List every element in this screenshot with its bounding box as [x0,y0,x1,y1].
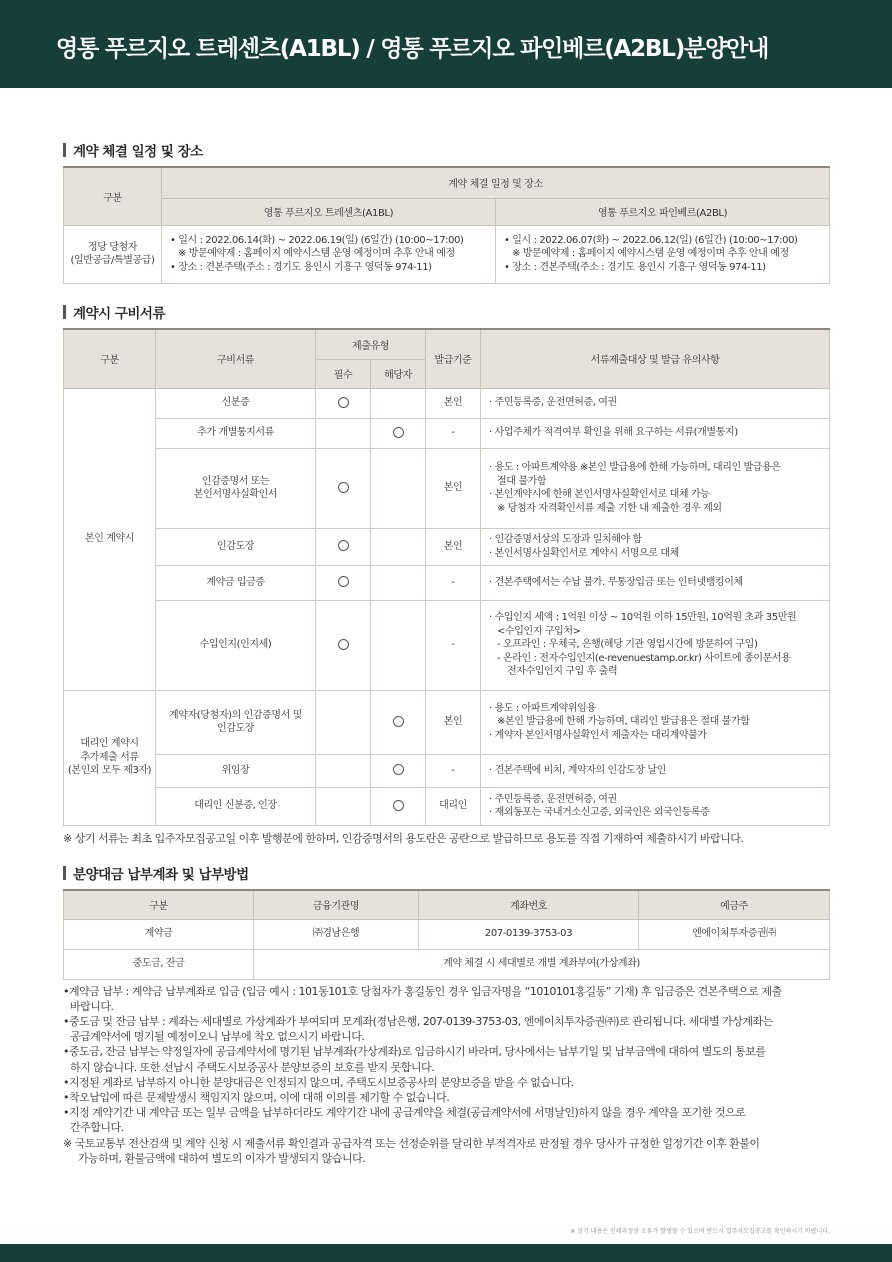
issue: - [426,754,481,787]
circle-icon [338,576,349,587]
table-row [64,754,830,787]
table-row [64,787,830,825]
notes: · 견본주택에 비치, 계약자의 인감도장 날인 [481,754,830,787]
doc-name: 수입인지(인지세) [156,600,316,690]
category: 중도금, 잔금 [64,949,254,979]
required-mark [316,787,371,825]
doc-name: 계약금 입금증 [156,565,316,600]
doc-name: 인감증명서 또는 본인서명사실확인서 [156,448,316,528]
notes: · 수입인지 세액 : 1억원 이상 ~ 10억원 이하 15만원, 10억원 초과 35만원 <수입인지 구입처> - 오프라인 : 우체국, 은행(해당 기관 영업시간에 방문하여 구입) - 온라인 : 전자수입인지(e-revenuestamp.or.kr) 사이트에 종이문서용 전자수입인지 구입 후 출력 [481,600,830,690]
required-mark [316,448,371,528]
applicable-mark [371,690,426,754]
doc-name: 인감도장 [156,528,316,565]
table-row [64,919,830,949]
list-item: •계약금 납부 : 계약금 납부계좌로 입금 (입금 예시 : 101동101호 당첨자가 홍길동인 경우 입금자명을 “1010101홍길동” 기재) 후 입금증은 견본주택으로 제출 [63,984,782,998]
table-row [64,565,830,600]
account-holder: 엔에이치투자증권㈜ [639,919,830,949]
applicable-mark [371,754,426,787]
section-payment [63,863,829,1166]
notes: · 주민등록증, 운전면허증, 여권 · 재외동포는 국내거소신고증, 외국인은 외국인등록증 [481,787,830,825]
doc-name: 추가 개별통지서류 [156,418,316,448]
circle-icon [393,427,404,438]
section-title: 분양대금 납부계좌 및 납부방법 [63,863,829,883]
title-bold: 분양안내 [684,36,769,62]
issue: 본인 [426,528,481,565]
th-a1: 영통 푸르지오 트레센츠(A1BL) [162,198,496,225]
th-category: 구분 [64,890,254,919]
disclaimer: ※ 상기 내용은 인쇄과정상 오류가 발생할 수 있으며 반드시 입주자모집공고를 확인하시기 바랍니다. [570,1228,830,1235]
required-mark [316,690,371,754]
applicable-mark [371,388,426,418]
circle-icon [393,764,404,775]
list-item: •착오납입에 따른 문제발생시 책임지지 않으며, 이에 대해 이의를 제기할 수 없습니다. [63,1090,450,1104]
required-mark [316,528,371,565]
required-mark [316,754,371,787]
circle-icon [338,639,349,650]
title-main: 영통 푸르지오 트레센츠(A1BL) / 영통 푸르지오 파인베르(A2BL) [56,36,685,62]
issue: 본인 [426,448,481,528]
doc-name: 위임장 [156,754,316,787]
th-docs: 구비서류 [156,329,316,388]
issue: - [426,565,481,600]
section-title: 계약시 구비서류 [63,302,829,322]
docs-table [63,328,830,826]
section-bar-icon [63,866,66,880]
doc-name: 신분증 [156,388,316,418]
bank: ㈜경남은행 [254,919,419,949]
th-required: 필수 [316,359,371,388]
required-mark [316,600,371,690]
applicable-mark [371,528,426,565]
table-row [64,448,830,528]
circle-icon [393,716,404,727]
final-note: ※ 국토교통부 전산검색 및 계약 신청 시 제출서류 확인결과 공급자격 또는 선정순위를 달리한 부적격자로 판정될 경우 당사가 규정한 일정기간 이후 환불이 [63,1136,760,1150]
section-contract-schedule [63,140,829,284]
th-notes: 서류제출대상 및 발급 유의사항 [481,329,830,388]
applicable-mark [371,565,426,600]
circle-icon [338,540,349,551]
th-bank: 금융기관명 [254,890,419,919]
group-proxy: 대리인 계약시 추가제출 서류 (본인외 모두 제3자) [64,690,156,825]
circle-icon [393,800,404,811]
page-title [56,30,768,63]
virtual-account-note: 계약 체결 시 세대별로 개별 계좌부여(가상계좌) [254,949,830,979]
doc-name: 대리인 신분증, 인장 [156,787,316,825]
issue: 대리인 [426,787,481,825]
issue: - [426,600,481,690]
row-label: 정당 당첨자 (일반공급/특별공급) [64,225,162,283]
th-a2: 영통 푸르지오 파인베르(A2BL) [496,198,830,225]
payment-table [63,889,830,980]
th-schedule: 계약 체결 일정 및 장소 [162,167,830,198]
table-row [64,690,830,754]
applicable-mark [371,600,426,690]
th-account: 계좌번호 [419,890,639,919]
payment-notes: •계약금 납부 : 계약금 납부계좌로 입금 (입금 예시 : 101동101호 당첨자가 홍길동인 경우 입금자명을 “1010101홍길동” 기재) 후 입금증은 견본주택으로 제출 바랍니다. •중도금 및 잔금 납부 : 계좌는 세대별로 가상계좌가 부여되며 모계좌(경남은행, 207-0139-3753-03, 엔에이치투자증권㈜)로 관리됩니다. 세대별 가상계좌는 공급계약서에 명기될 예정이오니 납부에 착오 없으시기 바랍니다. •중도금, 잔금 납부는 약정일자에 공급계약서에 명기된 납부계좌(가상계좌)로 입금하시기 바라며, 당사에서는 납부기일 및 납부금액에 대하여 별도의 통보를 하지 않습니다. 또한 선납시 주택도시보증공사 분양보증의 보호를 받지 못합니다. •지정된 계좌로 납부하지 아니한 분양대금은 인정되지 않으며, 주택도시보증공사의 분양보증을 받을 수 없습니다. •착오납입에 따른 문제발생시 책임지지 않으며, 이에 대해 이의를 제기할 수 없습니다. •지정 계약기간 내 계약금 또는 일부 금액을 납부하더라도 계약기간 내에 공급계약을 체결(공급계약서에 서명날인)하지 않을 경우 계약을 포기한 것으로 간주합니다. ※ 국토교통부 전산검색 및 계약 신청 시 제출서류 확인결과 공급자격 또는 선정순위를 달리한 부적격자로 판정될 경우 당사가 규정한 일정기간 이후 환불이 가능하며, 환불금액에 대하여 별도의 이자가 발생되지 않습니다. [63,984,829,1166]
section-title: 계약 체결 일정 및 장소 [63,140,829,160]
th-category: 구분 [64,167,162,225]
table-row [64,418,830,448]
section-required-docs [63,302,829,846]
circle-icon [338,482,349,493]
circle-icon [338,397,349,408]
th-issue: 발급기준 [426,329,481,388]
required-mark [316,565,371,600]
notes: · 용도 : 아파트계약용 ※본인 발급용에 한해 가능하며, 대리인 발급용은 절대 불가함 · 본인계약시에 한해 본인서명사실확인서로 대체 가능 ※ 당첨자 자격확인서류 제출 기한 내 제출한 경우 제외 [481,448,830,528]
list-item: •지정 계약기간 내 계약금 또는 일부 금액을 납부하더라도 계약기간 내에 공급계약을 체결(공급계약서에 서명날인)하지 않을 경우 계약을 포기한 것으로 [63,1106,746,1120]
list-item: •중도금 및 잔금 납부 : 계좌는 세대별로 가상계좌가 부여되며 모계좌(경남은행, 207-0139-3753-03, 엔에이치투자증권㈜)로 관리됩니다. 세대별 가상계좌는 [63,1014,773,1028]
notes: · 주민등록증, 운전면허증, 여권 [481,388,830,418]
schedule-table [63,166,830,284]
category: 계약금 [64,919,254,949]
table-row [64,528,830,565]
list-item: •중도금, 잔금 납부는 약정일자에 공급계약서에 명기된 납부계좌(가상계좌)로 입금하시기 바라며, 당사에서는 납부기일 및 납부금액에 대하여 별도의 통보를 [63,1045,766,1059]
applicable-mark [371,448,426,528]
section-bar-icon [63,143,66,157]
applicable-mark [371,418,426,448]
notes: · 인감증명서상의 도장과 일치해야 함 · 본인서명사실확인서로 계약시 서명으로 대체 [481,528,830,565]
applicable-mark [371,787,426,825]
th-holder: 예금주 [639,890,830,919]
group-self: 본인 계약시 [64,388,156,690]
th-submit-type: 제출유형 [316,329,426,359]
list-item: •지정된 계좌로 납부하지 아니한 분양대금은 인정되지 않으며, 주택도시보증공사의 분양보증을 받을 수 없습니다. [63,1075,574,1089]
notes: · 사업주체가 적격여부 확인을 위해 요구하는 서류(개별통지) [481,418,830,448]
table-row [64,949,830,979]
a2-schedule: • 일시 : 2022.06.07(화) ~ 2022.06.12(일) (6일간) (10:00~17:00) ※ 방문예약제 : 홈페이지 예약시스템 운영 예정이며 추후 안내 예정 • 장소 : 견본주택(주소 : 경기도 용인시 기흥구 영덕동 974-11) [496,225,830,283]
issue: 본인 [426,388,481,418]
docs-footnote: ※ 상기 서류는 최초 입주자모집공고일 이후 발행분에 한하며, 인감증명서의 용도란은 공란으로 발급하므로 용도를 직접 기재하여 제출하시기 바랍니다. [63,831,744,845]
required-mark [316,388,371,418]
notes: · 견본주택에서는 수납 불가. 무통장입금 또는 인터넷뱅킹이체 [481,565,830,600]
table-row [64,600,830,690]
page-header [0,0,892,88]
section-bar-icon [63,305,66,319]
a1-schedule: • 일시 : 2022.06.14(화) ~ 2022.06.19(일) (6일간) (10:00~17:00) ※ 방문예약제 : 홈페이지 예약시스템 운영 예정이며 추후 안내 예정 • 장소 : 견본주택(주소 : 경기도 용인시 기흥구 영덕동 974-11) [162,225,496,283]
issue: - [426,418,481,448]
account-number: 207-0139-3753-03 [419,919,639,949]
footer-bar [0,1244,892,1262]
issue: 본인 [426,690,481,754]
notes: · 용도 : 아파트계약위임용 ※본인 발급용에 한해 가능하며, 대리인 발급용은 절대 불가함 · 계약자 본인서명사실확인서 제출자는 대리계약불가 [481,690,830,754]
table-row [64,388,830,418]
th-category: 구분 [64,329,156,388]
th-applicable: 해당자 [371,359,426,388]
required-mark [316,418,371,448]
doc-name: 계약자(당첨자)의 인감증명서 및 인감도장 [156,690,316,754]
